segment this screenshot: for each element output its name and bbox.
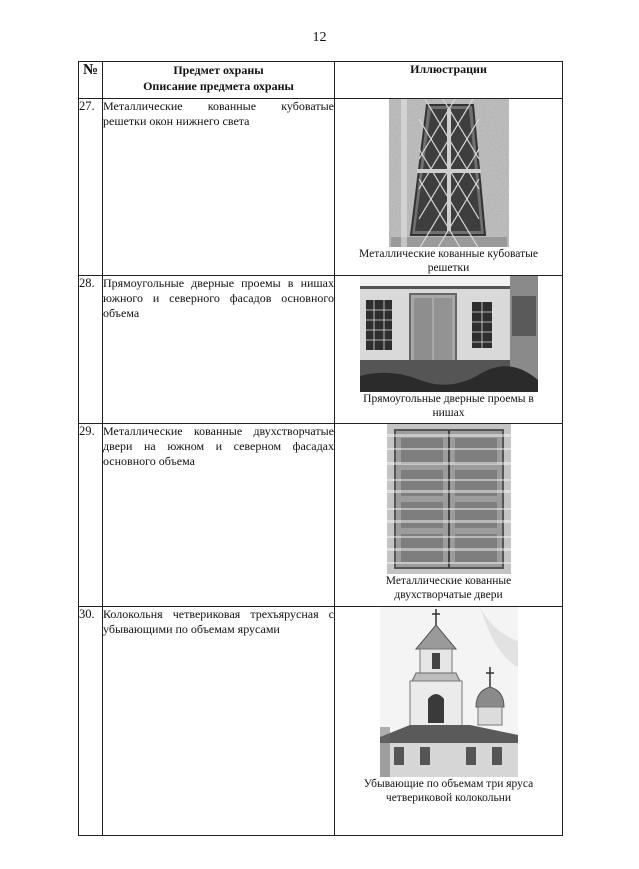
caption-line: нишах bbox=[432, 407, 465, 419]
protection-subjects-table bbox=[78, 61, 563, 836]
row-number: 28. bbox=[79, 276, 103, 424]
row-illustration bbox=[335, 607, 563, 836]
table-header-row bbox=[79, 62, 563, 99]
row-description: Металлические кованные двухстворчатые двери на южном и северном фасадах основного объема bbox=[103, 424, 335, 607]
row-number: 27. bbox=[79, 99, 103, 276]
caption-line: Металлические кованные кубоватые bbox=[359, 248, 538, 260]
caption-line: решетки bbox=[427, 262, 470, 274]
header-subject-title: Предмет охраны bbox=[173, 63, 264, 77]
door-openings-photo bbox=[360, 276, 538, 392]
header-number: № bbox=[79, 62, 103, 99]
illustration-caption bbox=[335, 247, 562, 275]
table-row bbox=[79, 424, 563, 607]
caption-line: Прямоугольные дверные проемы в bbox=[363, 393, 534, 405]
caption-line: четвериковой колокольни bbox=[385, 792, 512, 804]
row-description: Колокольня четвериковая трехъярусная с убывающими по объемам ярусами bbox=[103, 607, 335, 836]
caption-line: двухстворчатые двери bbox=[394, 589, 503, 601]
row-number: 30. bbox=[79, 607, 103, 836]
row-illustration bbox=[335, 99, 563, 276]
table-row bbox=[79, 276, 563, 424]
bell-tower-photo bbox=[380, 607, 518, 777]
row-description: Прямоугольные дверные проемы в нишах южного и северного фасадов основного объема bbox=[103, 276, 335, 424]
table-row bbox=[79, 607, 563, 836]
illustration-caption bbox=[335, 392, 562, 420]
page-number: 12 bbox=[312, 30, 327, 45]
header-subject-description: Описание предмета охраны bbox=[143, 79, 294, 93]
double-door-photo bbox=[387, 424, 511, 574]
row-description: Металлические кованные кубоватые решетки окон нижнего света bbox=[103, 99, 335, 276]
caption-line: Убывающие по объемам три яруса bbox=[363, 778, 534, 790]
caption-line: Металлические кованные bbox=[385, 575, 512, 587]
illustration-caption bbox=[335, 777, 562, 805]
header-subject bbox=[103, 62, 335, 99]
window-grille-photo bbox=[389, 99, 509, 247]
table-row bbox=[79, 99, 563, 276]
header-illustrations: Иллюстрации bbox=[335, 62, 563, 99]
row-illustration bbox=[335, 276, 563, 424]
illustration-caption bbox=[335, 574, 562, 602]
row-number: 29. bbox=[79, 424, 103, 607]
row-illustration bbox=[335, 424, 563, 607]
